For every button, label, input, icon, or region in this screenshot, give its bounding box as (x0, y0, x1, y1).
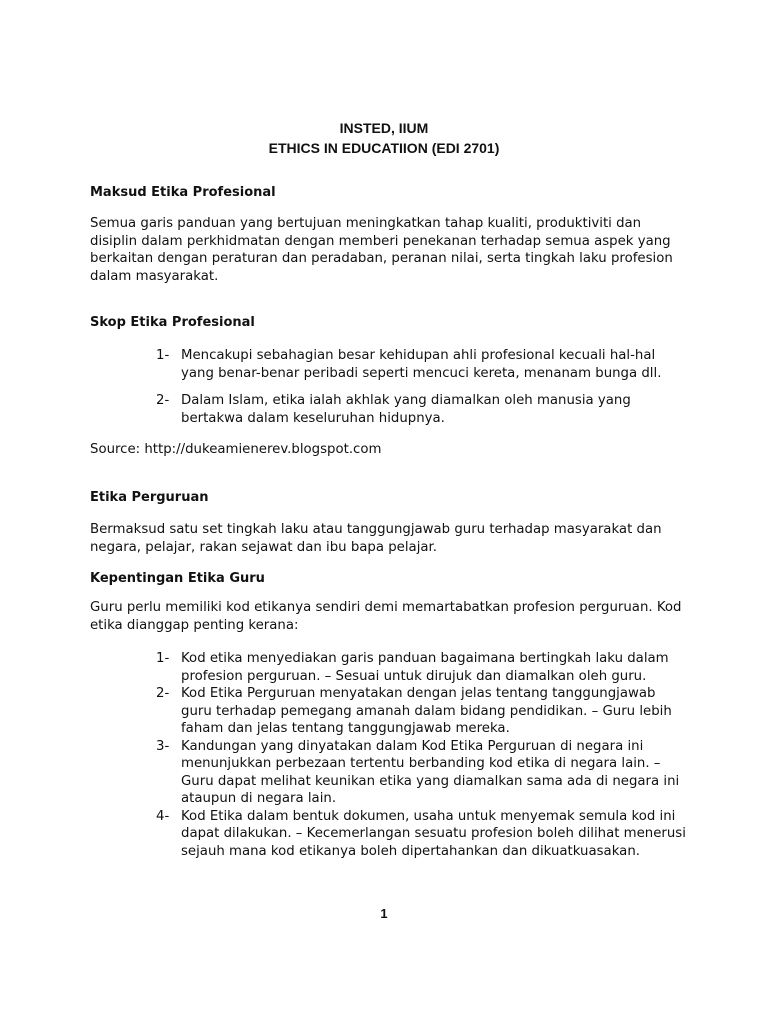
list-item-text: Kod Etika Perguruan menyatakan dengan jelas tentang tanggungjawab guru terhadap pemegang amanah dalam bidang pendidikan. – Guru lebih faham dan jelas tentang tanggungjawab mereka. (181, 686, 672, 736)
list-item (156, 685, 686, 738)
section-maksud (90, 184, 690, 201)
list-item-text: Kod etika menyediakan garis panduan bagaimana bertingkah laku dalam profesion perguruan. – Sesuai untuk dirujuk dan diamalkan oleh guru. (181, 651, 669, 684)
document-header (0, 118, 768, 158)
source-line (90, 441, 690, 459)
paragraph: Bermaksud satu set tingkah laku atau tanggungjawab guru terhadap masyarakat dan negara, pelajar, rakan sejawat dan ibu bapa pelajar. (90, 522, 662, 555)
list-item-number: 2- (156, 686, 170, 701)
section-kepentingan-body (90, 599, 690, 634)
section-maksud-body (90, 215, 690, 285)
source-text: Source: http://dukeamienerev.blogspot.com (90, 442, 382, 457)
page-number: 1 (380, 906, 388, 921)
list-item (156, 808, 686, 861)
section-kepentingan (90, 570, 690, 587)
section-heading: Kepentingan Etika Guru (90, 571, 265, 586)
list-item-text: Dalam Islam, etika ialah akhlak yang diamalkan oleh manusia yang bertakwa dalam keseluruhan hidupnya. (181, 393, 631, 426)
list-item-number: 1- (156, 651, 170, 666)
section-heading: Maksud Etika Profesional (90, 185, 276, 200)
list-item-text: Kod Etika dalam bentuk dokumen, usaha untuk menyemak semula kod ini dapat dilakukan. – Kecemerlangan sesuatu profesion boleh dilihat menerusi sejauh mana kod etikanya boleh dipertahankan dan dikuatkuasakan. (181, 808, 686, 859)
section-heading: Skop Etika Profesional (90, 315, 255, 330)
section-perguruan-body (90, 521, 690, 556)
list-item-text: Mencakupi sebahagian besar kehidupan ahli profesional kecuali hal-hal yang benar-benar peribadi seperti mencuci kereta, menanam bunga dll. (181, 348, 662, 381)
paragraph: Semua garis panduan yang bertujuan meningkatkan tahap kualiti, produktiviti dan disiplin dalam perkhidmatan dengan memberi penekanan terhadap semua aspek yang berkaitan dengan peraturan dan peradaban, peranan nilai, serta tingkah laku profesion dalam masyarakat. (90, 216, 673, 284)
course-title: ETHICS IN EDUCATIION (EDI 2701) (268, 140, 500, 156)
list-item-number: 3- (156, 738, 170, 754)
institution-title: INSTED, IIUM (339, 120, 429, 136)
section-perguruan (90, 489, 690, 506)
list-item-number: 1- (156, 348, 170, 363)
skop-list-2 (156, 392, 686, 427)
list-item-number: 2- (156, 393, 170, 408)
list-item-text: Kandungan yang dinyatakan dalam Kod Etika Perguruan di negara ini menunjukkan perbezaan tertentu berbanding kod etika di negara lain. – Guru dapat melihat keunikan etika yang diamalkan sama ada di negara ini ataupun di negara lain. (181, 738, 680, 806)
list-item (156, 738, 686, 808)
skop-list (156, 347, 686, 382)
kepentingan-list (156, 650, 686, 860)
paragraph: Guru perlu memiliki kod etikanya sendiri demi memartabatkan profesion perguruan. Kod etika dianggap penting kerana: (90, 600, 682, 633)
list-item (156, 392, 686, 427)
list-item (156, 347, 686, 382)
section-heading: Etika Perguruan (90, 490, 209, 505)
section-skop (90, 314, 690, 331)
list-item (156, 650, 686, 685)
list-item-number: 4- (156, 808, 170, 824)
